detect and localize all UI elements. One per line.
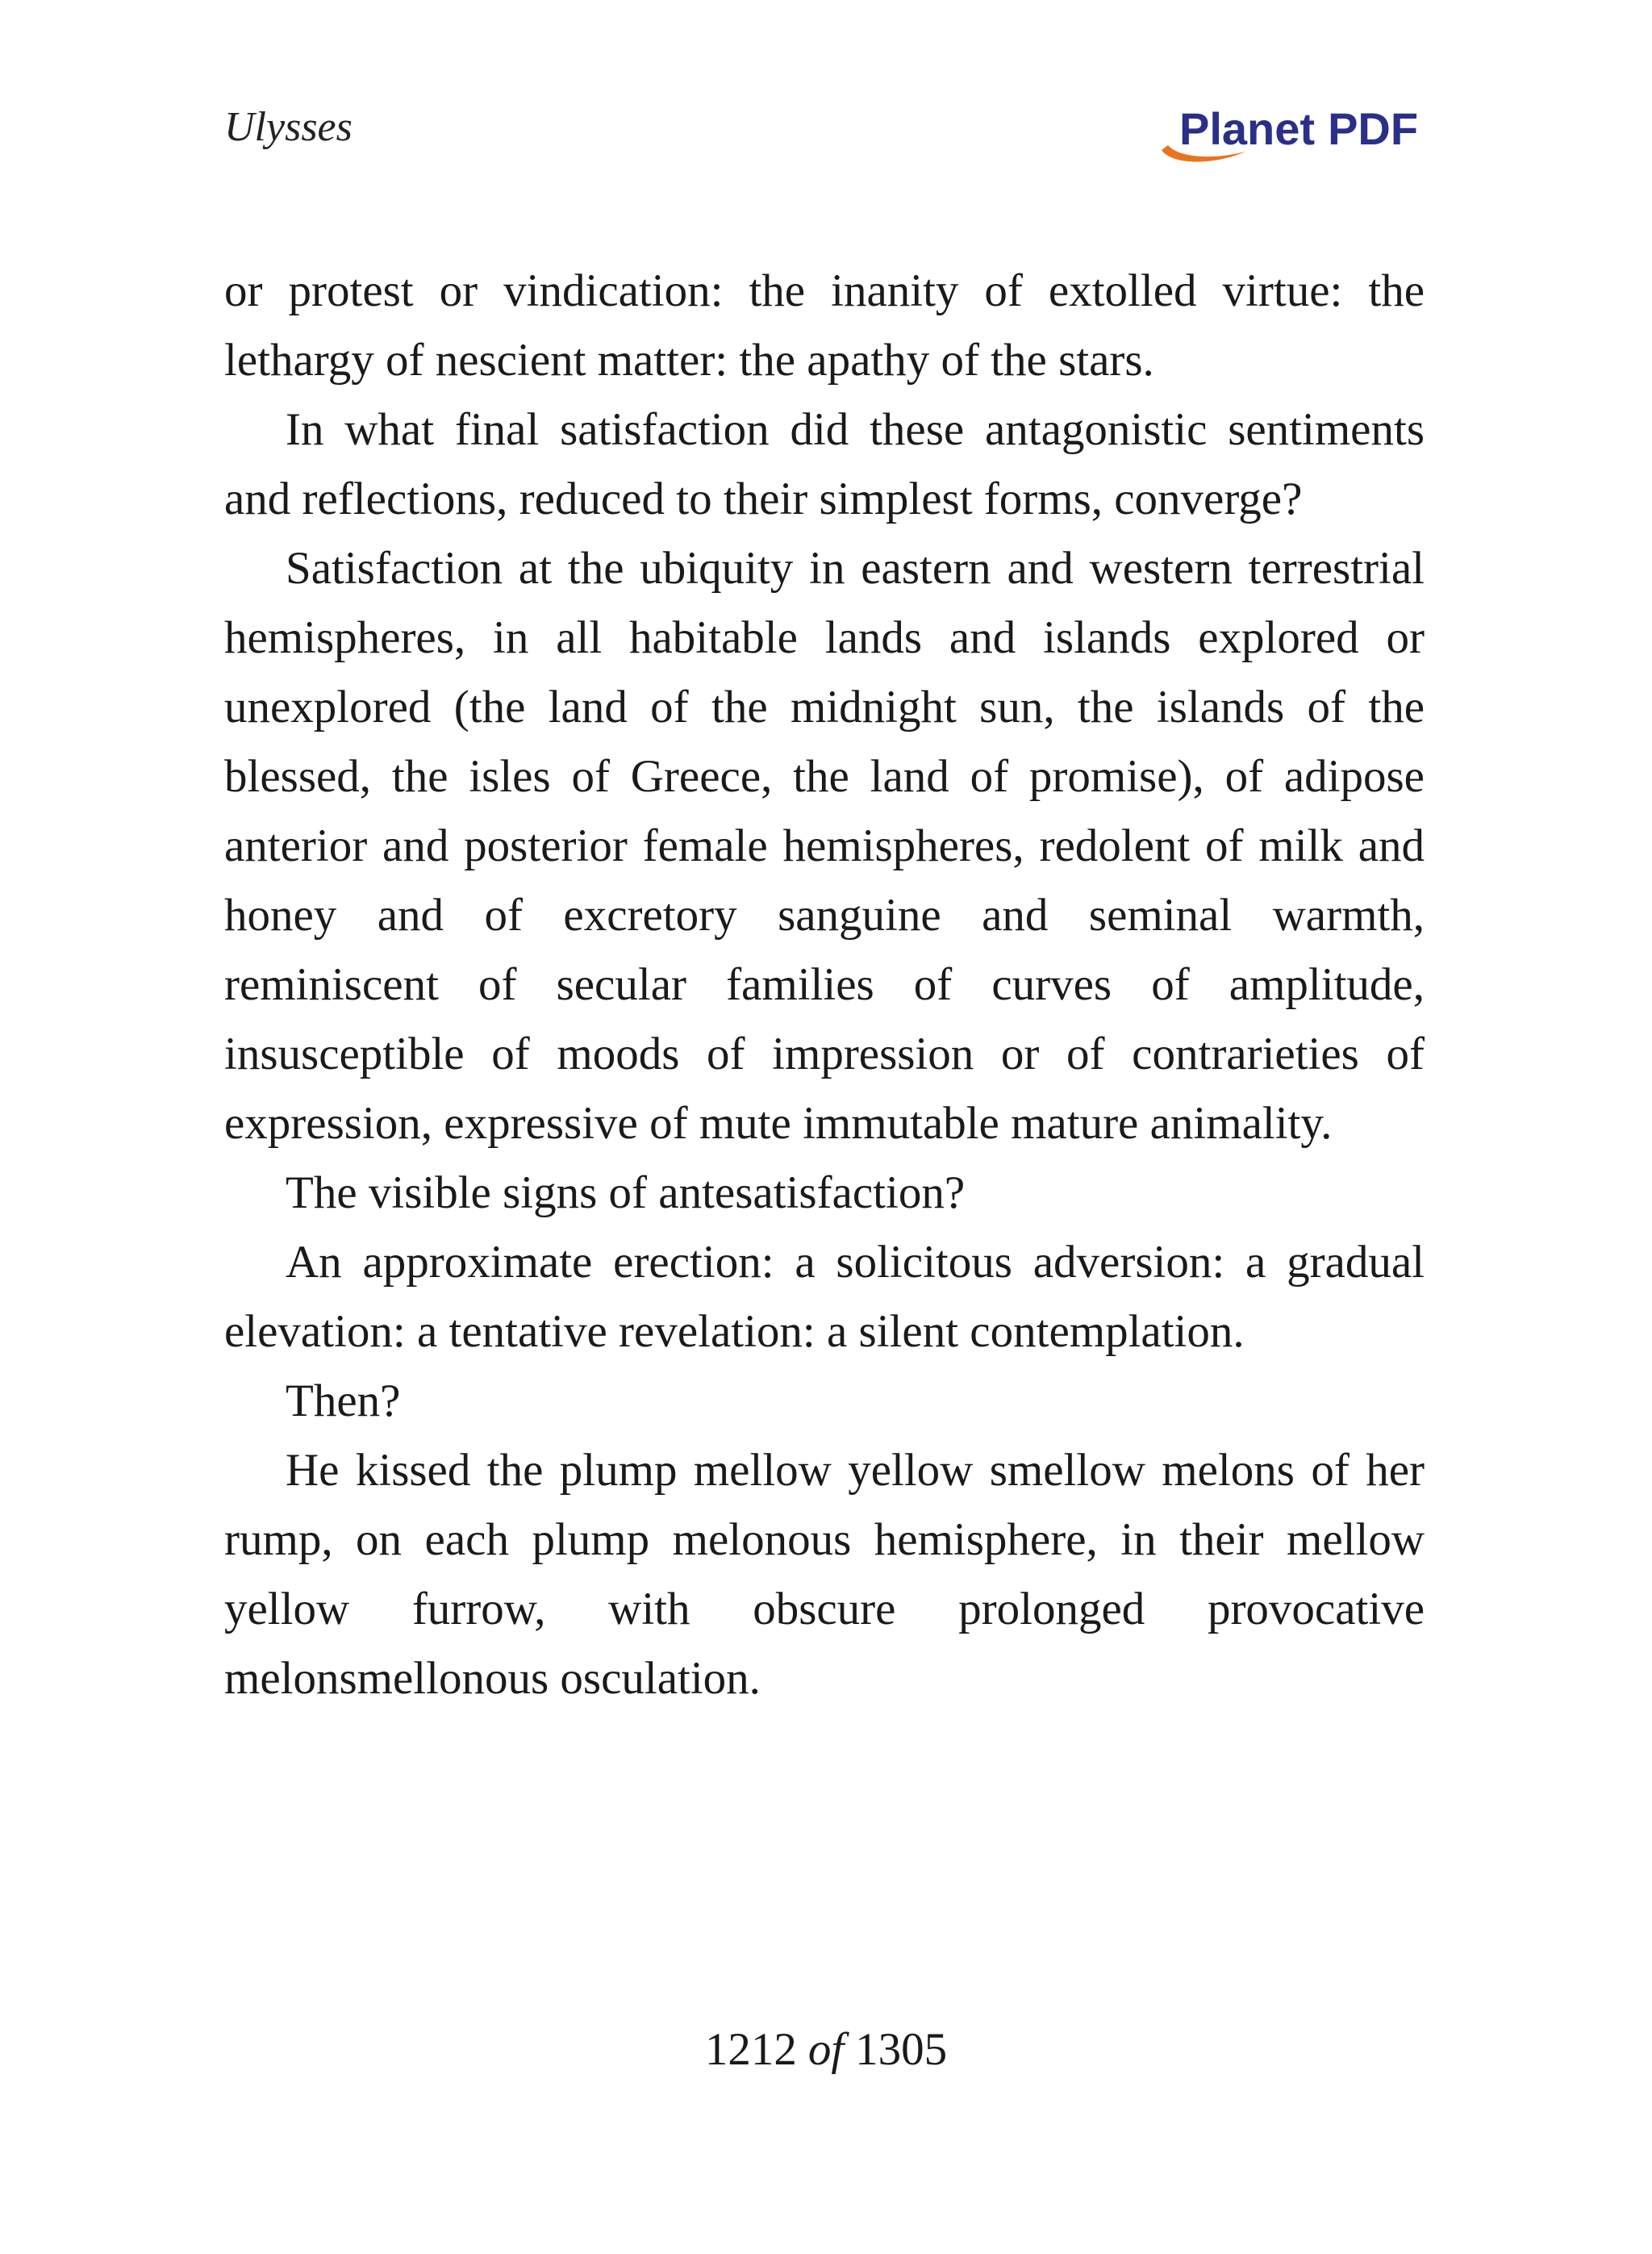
logo-word-planet: Planet	[1179, 103, 1316, 154]
paragraph-5: An approximate erection: a solicitous adversion: a gradual elevation: a tentative revelation: a silent contemplation.	[224, 1237, 1425, 1357]
logo-text	[1179, 103, 1419, 154]
running-title: Ulysses	[224, 104, 353, 150]
paragraph-3: Satisfaction at the ubiquity in eastern and western terrestrial hemispheres, in all habitable lands and islands explored or unexplored (the land of the midnight sun, the islands of the blessed, the isles of Greece, the land of promise), of adipose anterior and posterior female hemispheres, redolent of milk and honey and of excretory sanguine and seminal warmth, reminiscent of secular families of curves of amplitude, insusceptible of moods of impression or of contrarieties of expression, expressive of mute immutable mature animality.	[224, 543, 1425, 1149]
logo-word-pdf: PDF	[1328, 103, 1419, 154]
of-label: of	[807, 2024, 845, 2075]
paragraph-2: In what final satisfaction did these antagonistic sentiments and reflections, reduced to their simplest forms, converge?	[224, 404, 1425, 524]
paragraph-4: The visible signs of antesatisfaction?	[286, 1167, 966, 1218]
paragraph-6: Then?	[286, 1375, 401, 1426]
page-number	[0, 2024, 1652, 2075]
total-pages: 1305	[855, 2024, 948, 2075]
current-page: 1212	[704, 2024, 797, 2075]
paragraph-7: He kissed the plump mellow yellow smellow melons of her rump, on each plump melonous hemisphere, in their mellow yellow furrow, with obscure prolonged provocative melonsmellonous osculation.	[224, 1445, 1425, 1704]
planet-pdf-logo	[1155, 103, 1429, 168]
paragraph-1: or protest or vindication: the inanity of extolled virtue: the lethargy of nescient matter: the apathy of the stars.	[224, 265, 1425, 386]
body-text	[224, 257, 1425, 1713]
